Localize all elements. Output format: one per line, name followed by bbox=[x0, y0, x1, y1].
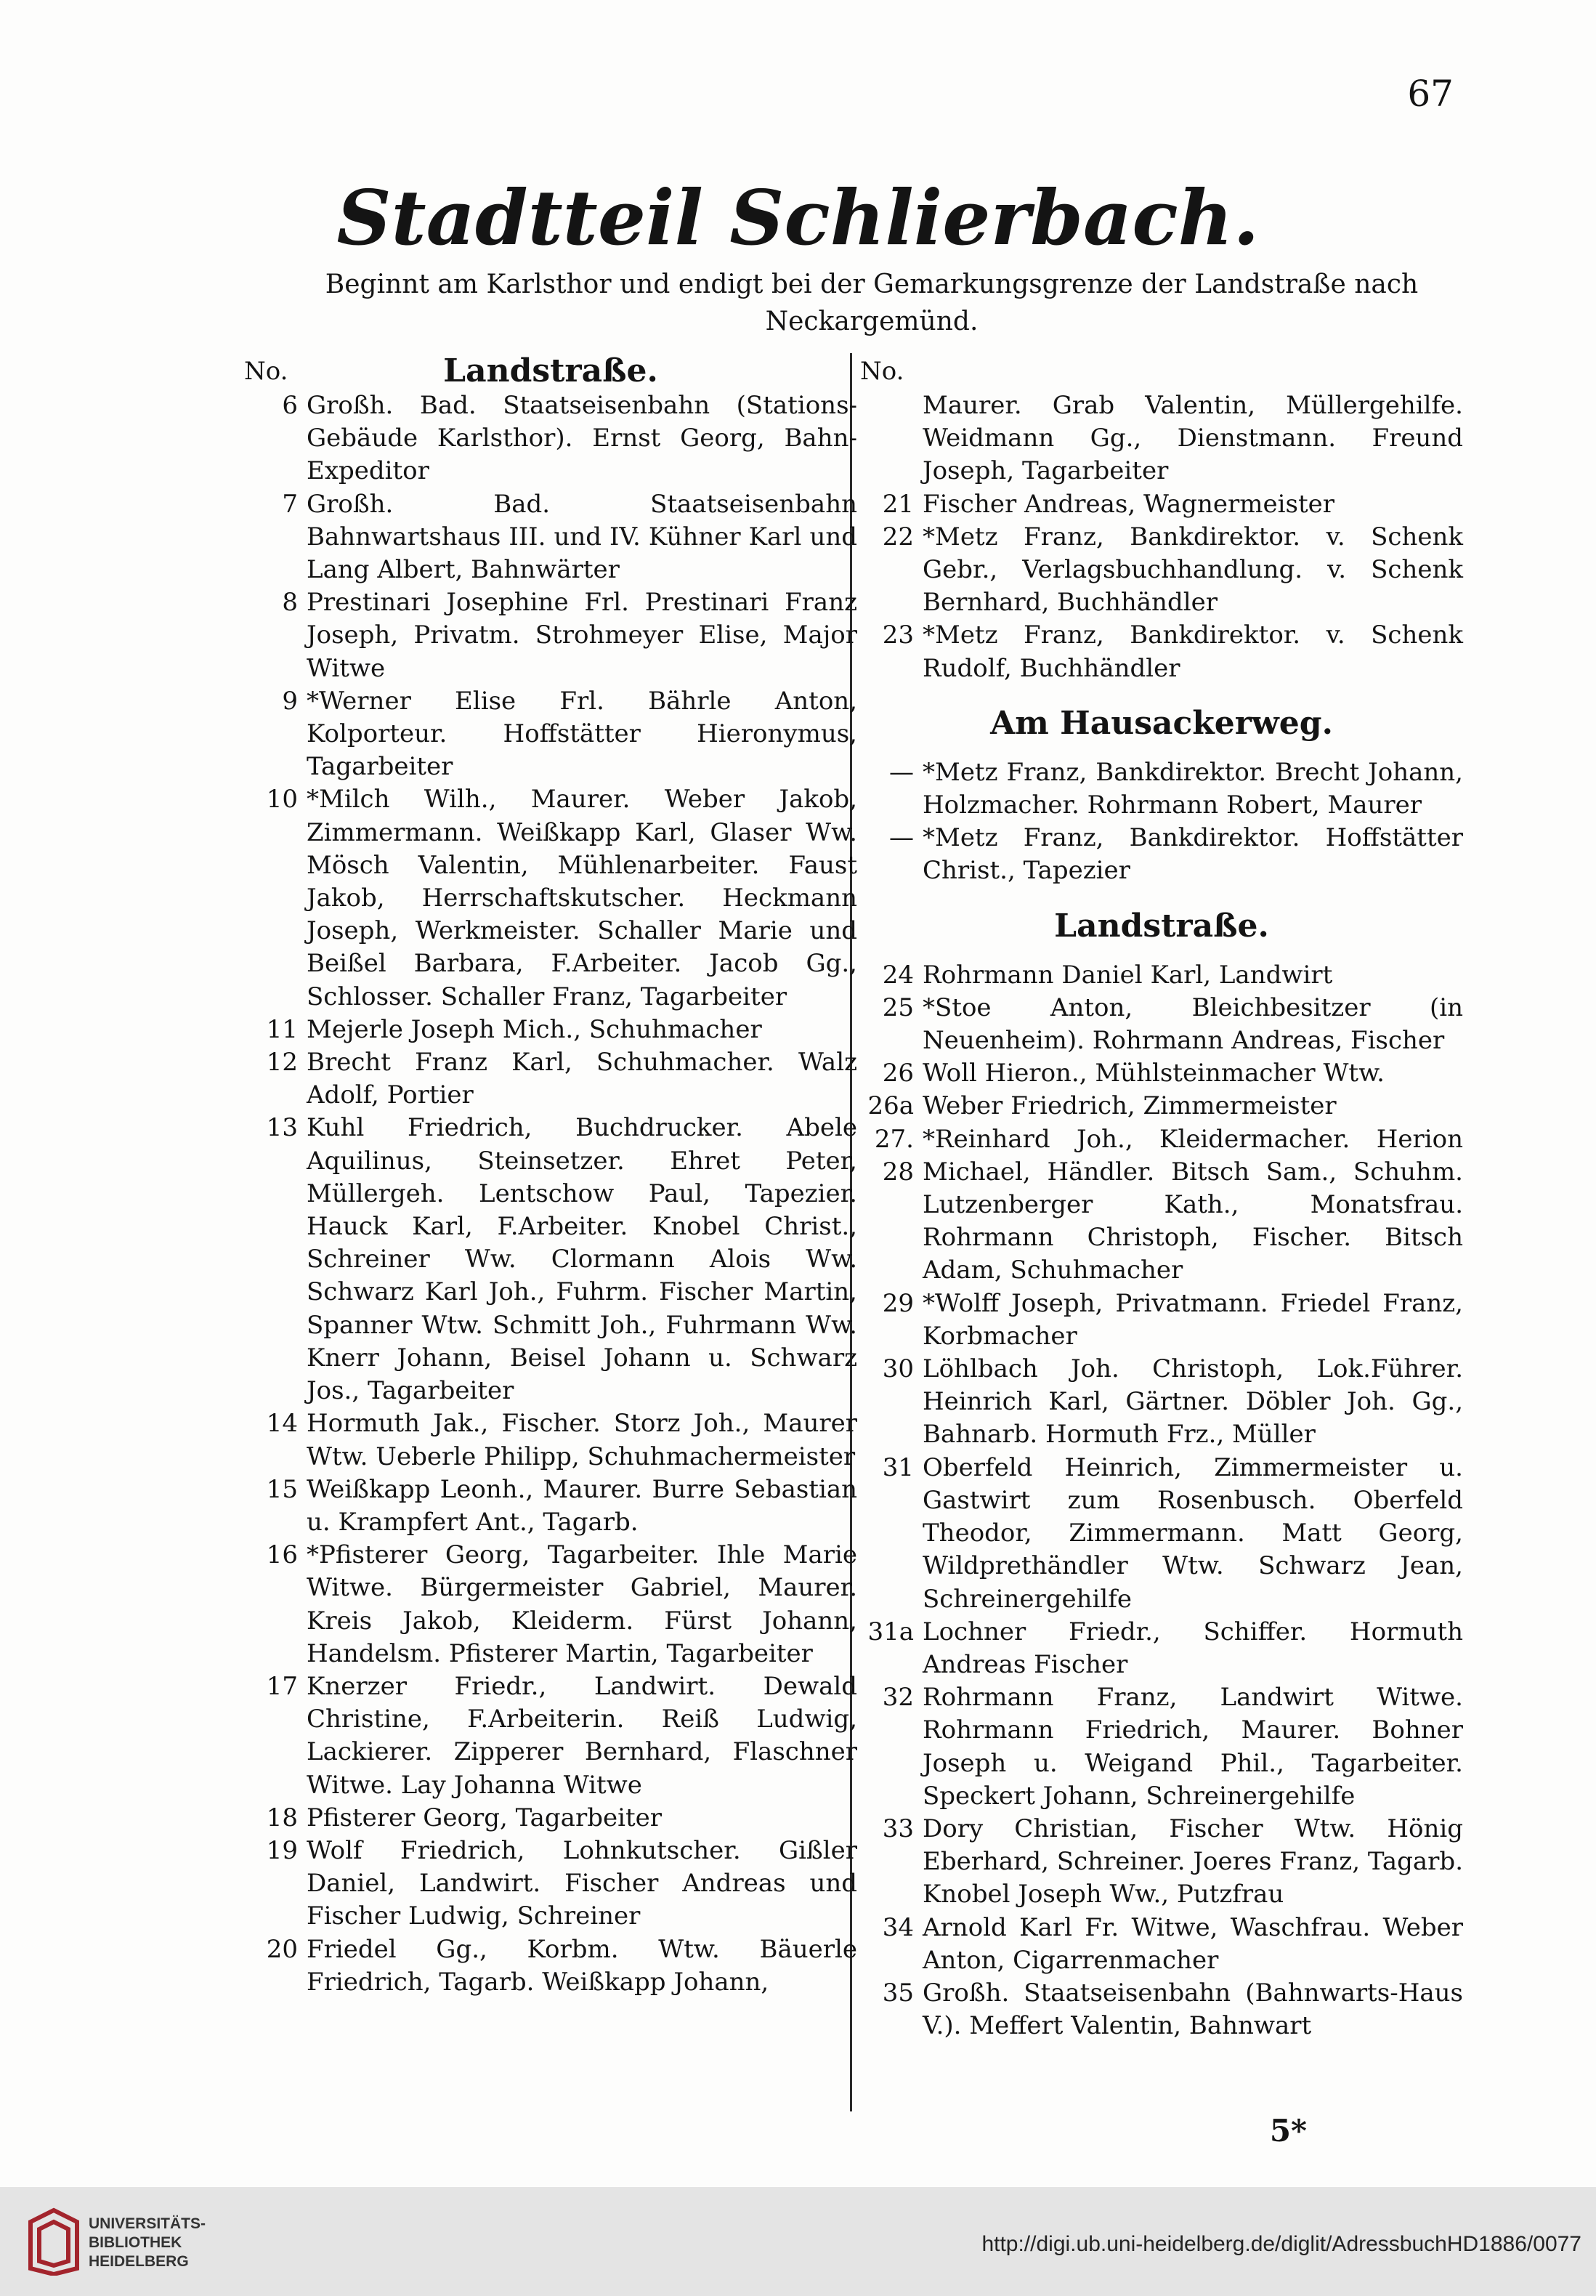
right-column-header bbox=[860, 353, 1463, 389]
address-entry bbox=[860, 756, 1463, 822]
address-entry bbox=[244, 389, 857, 488]
resident-list: *Pfisterer Georg, Tagarbeiter. Ihle Marie Witwe. Bürgermeister Gabriel, Maurer. Kreis Jakob, Kleiderm. Fürst Johann, Handelsm. Pfisterer Martin, Tagarbeiter bbox=[307, 1540, 857, 1668]
address-entry bbox=[244, 1539, 857, 1670]
resident-list: Löhlbach Joh. Christoph, Lok.Führer. Heinrich Karl, Gärtner. Döbler Joh. Gg., Bahnarb. Hormuth Frz., Müller bbox=[923, 1354, 1463, 1450]
address-entry bbox=[244, 1046, 857, 1112]
page-number: 67 bbox=[1407, 73, 1454, 115]
resident-list: Großh. Bad. Staatseisenbahn Bahnwartshaus III. und IV. Kühner Karl und Lang Albert, Bahnwärter bbox=[307, 489, 857, 585]
entry-list bbox=[244, 389, 857, 1999]
resident-list: Weber Friedrich, Zimmermeister bbox=[923, 1091, 1337, 1121]
house-number: 27. 28 bbox=[874, 1124, 914, 1187]
street-heading: Am Hausackerweg. bbox=[990, 704, 1333, 742]
resident-list: *Reinhard Joh., Kleidermacher. Herion Michael, Händler. Bitsch Sam., Schuhm. Lutzenberger Kath., Monatsfrau. Rohrmann Christoph, Fischer. Bitsch Adam, Schuhmacher bbox=[923, 1124, 1463, 1285]
house-number: 25 bbox=[882, 993, 914, 1022]
resident-list: Dory Christian, Fischer Wtw. Hönig Eberhard, Schreiner. Joeres Franz, Tagarb. Knobel Joseph Ww., Putzfrau bbox=[923, 1814, 1463, 1909]
address-entry bbox=[860, 959, 1463, 992]
resident-list: Oberfeld Heinrich, Zimmermeister u. Gastwirt zum Rosenbusch. Oberfeld Theodor, Zimmermann. Matt Georg, Wildprethändler Wtw. Schwarz Jean, Schreinergehilfe bbox=[923, 1452, 1463, 1614]
address-entry bbox=[244, 586, 857, 685]
left-column-header bbox=[244, 353, 857, 389]
house-number: — bbox=[889, 757, 914, 787]
resident-list: Hormuth Jak., Fischer. Storz Joh., Maurer Wtw. Ueberle Philipp, Schuhmachermeister bbox=[307, 1409, 857, 1471]
resident-list: Mejerle Joseph Mich., Schuhmacher bbox=[307, 1014, 762, 1044]
resident-list: Großh. Bad. Staatseisenbahn (Stations-Gebäude Karlsthor). Ernst Georg, Bahn-Expeditor bbox=[307, 391, 857, 486]
right-column bbox=[860, 353, 1463, 2042]
resident-list: Woll Hieron., Mühlsteinmacher Wtw. bbox=[923, 1059, 1385, 1088]
signature-mark: 5* bbox=[1269, 2113, 1307, 2149]
entry-list bbox=[860, 959, 1463, 2043]
house-number: 31 bbox=[882, 1452, 914, 1482]
house-number: 9 bbox=[282, 686, 298, 716]
house-number: 22 bbox=[882, 522, 914, 551]
resident-list: Knerzer Friedr., Landwirt. Dewald Christine, F.Arbeiterin. Reiß Ludwig, Lackierer. Zipperer Bernhard, Flaschner Witwe. Lay Johanna Witwe bbox=[307, 1671, 857, 1800]
continued-entry: Maurer. Grab Valentin, Müllergehilfe. Weidmann Gg., Dienstmann. Freund Joseph, Tagarbeiter bbox=[923, 391, 1463, 486]
resident-list: Rohrmann Daniel Karl, Landwirt bbox=[923, 960, 1333, 990]
house-number: 7 bbox=[282, 489, 298, 519]
address-entry bbox=[860, 1090, 1463, 1123]
address-entry bbox=[860, 822, 1463, 887]
resident-list: Prestinari Josephine Frl. Prestinari Franz Joseph, Privatm. Strohmeyer Elise, Major Witwe bbox=[307, 588, 857, 683]
library-logo-text bbox=[89, 2215, 206, 2271]
address-entry bbox=[244, 1802, 857, 1835]
house-number: 21 bbox=[882, 489, 914, 519]
address-entry bbox=[860, 1288, 1463, 1353]
house-number: 26 bbox=[882, 1059, 914, 1088]
address-entry bbox=[860, 1681, 1463, 1813]
address-entry bbox=[860, 1616, 1463, 1681]
street-heading: Landstraße. bbox=[443, 352, 658, 389]
resident-list: *Metz Franz, Bankdirektor. Hoffstätter Christ., Tapezier bbox=[923, 823, 1463, 886]
logo-line: UNIVERSITÄTS- bbox=[89, 2215, 206, 2232]
house-number: 23 bbox=[882, 621, 914, 650]
resident-list: Lochner Friedr., Schiffer. Hormuth Andreas Fischer bbox=[923, 1617, 1463, 1679]
resident-list: Brecht Franz Karl, Schuhmacher. Walz Adolf, Portier bbox=[307, 1048, 857, 1110]
address-entry bbox=[244, 1474, 857, 1539]
house-number: 19 bbox=[266, 1835, 298, 1865]
resident-list: Wolf Friedrich, Lohnkutscher. Gißler Daniel, Landwirt. Fischer Andreas und Fischer Ludwig, Schreiner bbox=[307, 1835, 857, 1931]
address-entry bbox=[860, 1123, 1463, 1288]
house-number: 30 bbox=[882, 1354, 914, 1384]
resident-list: *Stoe Anton, Bleichbesitzer (in Neuenheim). Rohrmann Andreas, Fischer bbox=[923, 993, 1463, 1056]
house-number: 33 bbox=[882, 1814, 914, 1843]
house-number: 29 bbox=[882, 1288, 914, 1318]
resident-list: Rohrmann Franz, Landwirt Witwe. Rohrmann Friedrich, Maurer. Bohner Joseph u. Weigand Phil., Tagarbeiter. Speckert Johann, Schreinergehilfe bbox=[923, 1683, 1463, 1811]
logo-shape bbox=[39, 2222, 68, 2265]
resident-list: *Metz Franz, Bankdirektor. v. Schenk Gebr., Verlagsbuchhandlung. v. Schenk Bernhard, Buchhändler bbox=[923, 522, 1463, 618]
resident-list: Weißkapp Leonh., Maurer. Burre Sebastian u. Krampfert Ant., Tagarb. bbox=[307, 1474, 857, 1537]
house-number: 17 bbox=[266, 1671, 298, 1701]
resident-list: *Werner Elise Frl. Bährle Anton, Kolporteur. Hoffstätter Hieronymus, Tagarbeiter bbox=[307, 686, 857, 782]
address-entry bbox=[244, 685, 857, 784]
entry-list bbox=[860, 488, 1463, 685]
resident-list: Fischer Andreas, Wagnermeister bbox=[923, 489, 1334, 519]
house-number: 8 bbox=[282, 588, 298, 618]
no-label: No. bbox=[244, 357, 288, 386]
left-column bbox=[244, 353, 857, 1999]
address-entry bbox=[860, 1977, 1463, 2042]
source-url-link[interactable]: http://digi.ub.uni-heidelberg.de/diglit/AdressbuchHD1886/0077 bbox=[981, 2232, 1581, 2256]
address-entry bbox=[860, 521, 1463, 620]
house-number: 13 bbox=[266, 1113, 298, 1143]
logo-line: HEIDELBERG bbox=[89, 2253, 189, 2270]
resident-list: *Metz Franz, Bankdirektor. Brecht Johann, Holzmacher. Rohrmann Robert, Maurer bbox=[923, 757, 1463, 820]
street-heading: Landstraße. bbox=[1054, 907, 1269, 945]
resident-list: *Metz Franz, Bankdirektor. v. Schenk Rudolf, Buchhändler bbox=[923, 621, 1463, 683]
address-entry bbox=[860, 619, 1463, 684]
page-title: Stadtteil Schlierbach. bbox=[336, 173, 1260, 262]
house-number: 34 bbox=[882, 1912, 914, 1942]
address-entry bbox=[244, 783, 857, 1013]
house-number: 32 bbox=[882, 1683, 914, 1713]
address-entry bbox=[860, 1057, 1463, 1090]
address-entry bbox=[244, 1407, 857, 1473]
resident-list: *Wolff Joseph, Privatmann. Friedel Franz, Korbmacher bbox=[923, 1288, 1463, 1351]
footer-bar bbox=[0, 2187, 1596, 2296]
library-logo-icon bbox=[25, 2207, 81, 2276]
address-entry bbox=[244, 1112, 857, 1407]
logo-line: BIBLIOTHEK bbox=[89, 2234, 182, 2251]
page-subtitle: Beginnt am Karlsthor und endigt bei der Gemarkungsgrenze der Landstraße nach Neckargemünd. bbox=[325, 270, 1419, 336]
resident-list: Großh. Staatseisenbahn (Bahnwarts-Haus V.). Meffert Valentin, Bahnwart bbox=[923, 1978, 1463, 2041]
address-entry bbox=[244, 1670, 857, 1802]
no-label: No. bbox=[860, 357, 904, 386]
house-number: 20 bbox=[266, 1934, 298, 1964]
house-number: 12 bbox=[266, 1048, 298, 1078]
house-number: 15 bbox=[266, 1474, 298, 1504]
house-number: 31a bbox=[867, 1617, 914, 1646]
house-number: 16 bbox=[266, 1540, 298, 1570]
house-number: 6 bbox=[282, 391, 298, 420]
resident-list: Kuhl Friedrich, Buchdrucker. Abele Aquilinus, Steinsetzer. Ehret Peter, Müllergeh. Lentschow Paul, Tapezier. Hauck Karl, F.Arbeiter. Knobel Christ., Schreiner Ww. Clormann Alois Ww. Schwarz Karl Joh., Fuhrm. Fischer Martin, Spanner Wtw. Schmitt Joh., Fuhrmann Ww. Knerr Johann, Beisel Johann u. Schwarz Jos., Tagarbeiter bbox=[307, 1113, 857, 1406]
address-entry bbox=[860, 1912, 1463, 1977]
address-entry bbox=[244, 1835, 857, 1933]
address-entry bbox=[244, 488, 857, 587]
resident-list: Arnold Karl Fr. Witwe, Waschfrau. Weber Anton, Cigarrenmacher bbox=[923, 1912, 1463, 1975]
house-number: 18 bbox=[266, 1803, 298, 1832]
house-number: 35 bbox=[882, 1978, 914, 2008]
resident-list: Pfisterer Georg, Tagarbeiter bbox=[307, 1803, 662, 1832]
address-entry bbox=[860, 1353, 1463, 1452]
entry-list bbox=[860, 756, 1463, 888]
address-entry bbox=[244, 1014, 857, 1046]
address-entry bbox=[860, 488, 1463, 521]
house-number: 24 bbox=[882, 960, 914, 990]
resident-list: *Milch Wilh., Maurer. Weber Jakob, Zimmermann. Weißkapp Karl, Glaser Ww. Mösch Valentin, Mühlenarbeiter. Faust Jakob, Herrschaftskutscher. Heckmann Joseph, Werkmeister. Schaller Marie und Beißel Barbara, F.Arbeiter. Jacob Gg., Schlosser. Schaller Franz, Tagarbeiter bbox=[307, 785, 857, 1011]
address-entry bbox=[244, 1933, 857, 1999]
house-number: 14 bbox=[266, 1409, 298, 1439]
address-entry bbox=[860, 992, 1463, 1057]
house-number: 11 bbox=[266, 1014, 298, 1044]
house-number: 26a bbox=[867, 1091, 914, 1121]
resident-list: Friedel Gg., Korbm. Wtw. Bäuerle Friedrich, Tagarb. Weißkapp Johann, bbox=[307, 1934, 857, 1997]
address-entry bbox=[860, 1452, 1463, 1616]
address-entry bbox=[860, 1813, 1463, 1912]
house-number: — bbox=[889, 823, 914, 853]
house-number: 10 bbox=[266, 785, 298, 814]
